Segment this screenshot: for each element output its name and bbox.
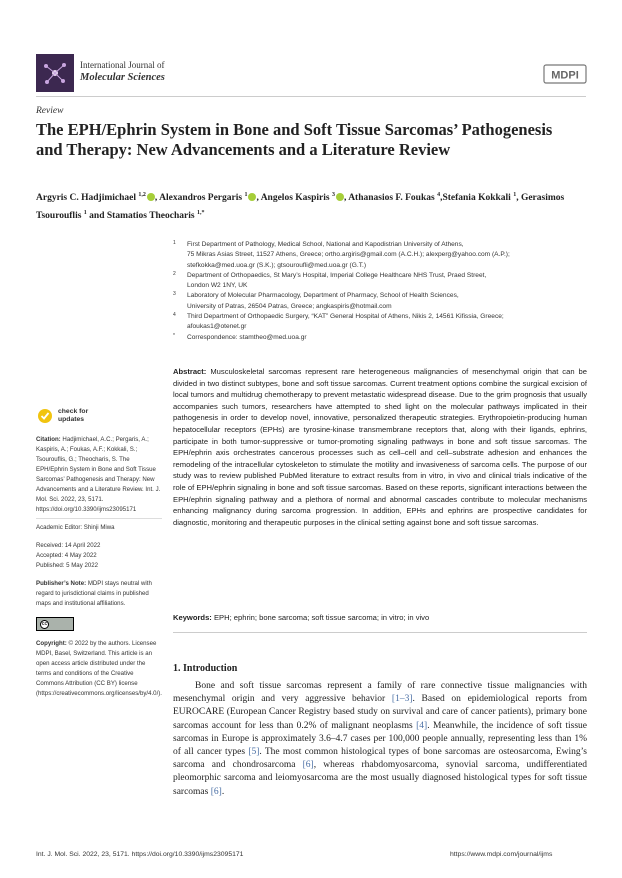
published-date: Published: 5 May 2022: [36, 562, 98, 569]
check-for-updates-icon[interactable]: [37, 407, 53, 425]
academic-editor: Academic Editor: Shinji Miwa: [36, 524, 115, 531]
author-affiliation-marker: 1: [83, 210, 87, 217]
publisher-name: MDPI: [551, 69, 579, 82]
author-separator: ,: [256, 193, 261, 204]
footer-journal-link[interactable]: https://www.mdpi.com/journal/ijms: [450, 851, 553, 858]
affiliation-line: Department of Orthopaedics, St Mary’s Hospital, Imperial College Healthcare NHS Trust, Praed Street,: [187, 271, 487, 279]
citation-text[interactable]: Hadjimichael, A.C.; Pergaris, A.; Kaspiris, A.; Foukas, A.F.; Kokkali, S.; Tsourouflis, G.; Theocharis, S. The EPH/Ephrin System in Bone and Soft Tissue Sarcomas’ Pathogenesis and Therapy: New Advancements and a Literature Review. Int. J. Mol. Sci. 2022, 23, 5171. https://doi.org/10.3390/ijms23095171: [36, 436, 161, 513]
intro-text-run: . Meanwhile, the incidence of soft tissue sarcomas in Europe is approximately 3.6–4.7 cases per 100,000 people annually, representing less than 1% of all cancer types: [173, 720, 587, 758]
check-line1: check for: [58, 408, 89, 415]
author-name: Stefania Kokkali: [442, 193, 514, 204]
citation-block: [36, 435, 162, 515]
author-affiliation-marker: 4: [437, 192, 441, 198]
author-affiliation-marker: 1: [513, 192, 517, 198]
author-separator: ,: [154, 193, 160, 204]
affiliation-line: afoukas1@otenet.gr: [187, 323, 247, 331]
keywords-divider: [173, 632, 587, 633]
orcid-icon[interactable]: [336, 193, 344, 201]
cc-icon: cc: [41, 621, 48, 627]
publisher-note-label: Publisher’s Note:: [36, 580, 87, 587]
sidebar: [36, 435, 162, 699]
author-name: Stamatios Theocharis: [106, 211, 197, 222]
affiliation-number: *: [173, 332, 175, 339]
keywords: [173, 613, 587, 622]
citation-label: Citation:: [36, 436, 61, 443]
received-date: Received: 14 April 2022: [36, 542, 101, 549]
keywords-text: EPH; ephrin; bone sarcoma; soft tissue sarcoma; in vitro; in vivo: [213, 613, 430, 622]
affiliation-line: Laboratory of Molecular Pharmacology, Department of Pharmacy, School of Health Sciences,: [187, 292, 459, 300]
copyright-text: © 2022 by the authors. Licensee MDPI, Basel, Switzerland. This article is an open access article distributed under the terms and conditions of the Creative Commons Attribution (CC BY) license (https://creativecommons.org/licenses/by/4.0/).: [36, 640, 162, 697]
citation-link[interactable]: [6]: [210, 786, 222, 797]
affiliation-line: First Department of Pathology, Medical School, National and Kapodistrian University of Athens,: [187, 241, 464, 248]
citation-link[interactable]: [1–3]: [391, 694, 413, 705]
intro-text-run: Bone and soft tissue sarcomas represent a family of rare connective tissue malignancies with mesenchymal origin and very aggressive behavior: [173, 681, 587, 705]
intro-paragraph: [173, 680, 587, 799]
affiliation-item: [173, 271, 588, 292]
affiliation-line: stefkokka@med.uoa.gr (S.K.); gtsouroufli@med.uoa.gr (G.T.): [187, 261, 367, 269]
affiliation-line: University of Patras, 26504 Patras, Greece; angkaspiris@hotmail.com: [187, 302, 392, 310]
author-name: Gerasimos Tsourouflis: [36, 193, 565, 222]
publisher-note: [36, 579, 162, 609]
footer-citation: Int. J. Mol. Sci. 2022, 23, 5171. https://doi.org/10.3390/ijms23095171: [36, 851, 244, 858]
citation-link[interactable]: [5]: [248, 747, 260, 758]
author-name: Angelos Kaspiris: [260, 193, 332, 204]
article-title: The EPH/Ephrin System in Bone and Soft Tissue Sarcomas’ Pathogenesis and Therapy: New Advancements and a Literature Review: [36, 120, 553, 159]
author-affiliation-marker: 3: [331, 192, 335, 198]
article-type: Review: [36, 106, 64, 116]
intro-text-run: , whereas rhabdomyosarcoma, synovial sarcoma, undifferentiated pleomorphic sarcoma and leiomyosarcoma are the most usually diagnosed histological types for soft tissue sarcomas: [173, 760, 587, 797]
author-name: Alexandros Pergaris: [159, 193, 245, 204]
molecule-icon: [36, 54, 74, 92]
affiliation-number: 3: [173, 291, 176, 298]
author-separator: ,: [343, 193, 349, 204]
copyright-label: Copyright:: [36, 640, 67, 647]
author-affiliation-marker: 1,*: [196, 210, 205, 217]
affiliation-line: 75 Mikras Asias Street, 11527 Athens, Greece; ortho.argiris@gmail.com (A.C.H.); alexperg@yahoo.com (A.P.);: [187, 251, 510, 259]
author-name: Athanasios F. Foukas: [348, 193, 438, 204]
author-affiliation-marker: 1: [244, 192, 248, 198]
author-separator: and: [86, 211, 107, 222]
affiliation-item: [173, 312, 588, 333]
section-heading: 1. Introduction: [173, 663, 238, 674]
check-line2: updates: [58, 416, 85, 423]
accepted-date: Accepted: 4 May 2022: [36, 552, 97, 559]
author-separator: ,: [440, 193, 443, 204]
affiliation-item: [173, 240, 588, 271]
check-for-updates-label[interactable]: [58, 408, 88, 424]
mdpi-logo[interactable]: [543, 62, 587, 86]
affiliations: [173, 240, 588, 343]
copyright-block: [36, 639, 162, 699]
author-list: [36, 188, 586, 224]
citation-link[interactable]: [6]: [302, 760, 314, 771]
author-separator: ,: [516, 193, 521, 204]
affiliation-number: 2: [173, 270, 176, 277]
citation-link[interactable]: [4]: [416, 720, 428, 731]
affiliation-item: [173, 333, 588, 343]
journal-name-line2: Molecular Sciences: [80, 72, 165, 83]
abstract-text: Musculoskeletal sarcomas represent rare heterogeneous malignancies of mesenchymal origin that can be divided in two distinct subtypes, bone and soft tissue sarcomas. Current treatment options combine the surgical excision of local tumors and multidrug chemotherapy to prevent metastatic widespread disease. Due to the grim prognosis that usually accompanies such tumors, researchers have attempted to shed light on the molecular pathways implicated in their pathogenesis in order to develop novel, innovative, personalized therapeutic strategies. Erythropoietin-producing human hepatocellular receptors (EPHs) are tyrosine-kinase transmembrane receptors that, along with their ligands, ephrins, participate in both tumor-suppressive or tumor-promoting signaling pathways in bone and soft tissue sarcomas. The EPH/ephrin axis orchestrates cancerous processes such as cell–cell and cell–substrate adhesion and enhances the remodeling of the intracellular cytoskeleton to stimulate the motility and invasiveness of sarcoma cells. The purpose of our study was to review published PubMed literature to extract results from in vitro, in vivo and clinical trials indicative of the role of EPH/ephrin signaling in bone and soft tissue sarcomas. Based on these reports, significant interactions between the EPH/ephrin signaling pathway and a plethora of normal and abnormal cascades contribute to molecular mechanisms enhancing malignancy during sarcoma progression. In addition, EPHs and ephrins are prospective candidates for diagnostic, monitoring and therapeutic purposes in the clinical setting against bone and soft tissue sarcomas.: [173, 367, 587, 527]
header-divider: [36, 96, 586, 97]
author-affiliation-marker: 1,2: [138, 192, 146, 198]
affiliation-item: [173, 291, 588, 312]
cc-by-badge[interactable]: [36, 617, 74, 631]
affiliation-number: 1: [173, 240, 176, 246]
intro-text-run: .: [221, 786, 225, 797]
affiliation-line: Third Department of Orthopaedic Surgery, “KAT” General Hospital of Athens, Nikis 2, 14561 Kifissia, Greece;: [187, 313, 504, 321]
author-name: Argyris C. Hadjimichael: [36, 193, 139, 204]
abstract: [173, 366, 587, 528]
keywords-label: Keywords:: [173, 613, 212, 622]
intro-text-run: . The most common histological types of bone sarcomas are osteosarcoma, Ewing’s sarcoma and chondrosarcoma: [173, 747, 587, 771]
sidebar-divider: [36, 518, 162, 519]
journal-logo: [36, 54, 74, 92]
affiliation-line: London W2 1NY, UK: [187, 282, 248, 290]
abstract-label: Abstract:: [173, 367, 207, 376]
affiliation-number: 4: [173, 312, 176, 319]
intro-text-run: . Based on epidemiological reports from EUROCARE (European Cancer Registry based study on survival and care of cancer patients), primary bone sarcomas account for less than 0.2% of malignant neoplasms: [173, 694, 587, 731]
orcid-icon[interactable]: [147, 193, 155, 201]
journal-name-line1: International Journal of: [80, 60, 165, 70]
publisher-note-text: MDPI stays neutral with regard to jurisdictional claims in published maps and institutional affiliations.: [36, 580, 152, 607]
affiliation-line: Correspondence: stamtheo@med.uoa.gr: [187, 333, 307, 341]
